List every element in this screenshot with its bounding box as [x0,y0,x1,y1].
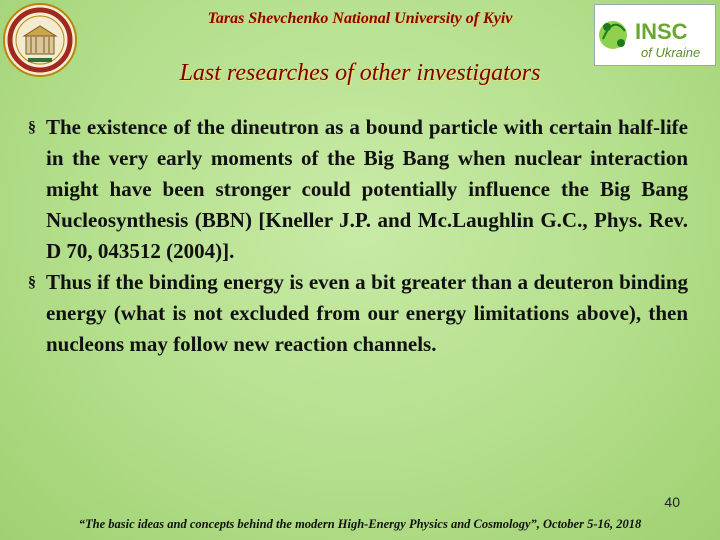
slide-content [28,112,688,360]
bullet-marker-icon: § [28,274,36,291]
bullet-text: Thus if the binding energy is even a bit greater than a deuteron binding energy (what is not excluded from our energy limitations above), then nucleons may follow new reaction channels. [46,270,688,356]
page-number: 40 [664,494,680,510]
university-name: Taras Shevchenko National University of Kyiv [207,10,513,27]
insc-logo [594,4,716,66]
bullet-item [28,267,688,360]
university-seal-logo [2,2,78,78]
insc-logo-main-text: INSC [635,19,688,44]
conference-footer: “The basic ideas and concepts behind the modern High-Energy Physics and Cosmology”, October 5-16, 2018 [78,517,642,531]
slide-title: Last researches of other investigators [179,60,541,86]
bullet-marker-icon: § [28,119,36,136]
insc-logo-icon [595,5,715,65]
insc-logo-sub-text: of Ukraine [641,45,701,60]
bullet-text: The existence of the dineutron as a bound particle with certain half-life in the very early moments of the Big Bang when nuclear interaction might have been stronger could potentially influence the Big Bang Nucleosynthesis (BBN) [Kneller J.P. and Mc.Laughlin G.C., Phys. Rev. D 70, 043512 (2004)]. [46,115,688,263]
bullet-item [28,112,688,267]
university-seal-icon [2,2,78,78]
